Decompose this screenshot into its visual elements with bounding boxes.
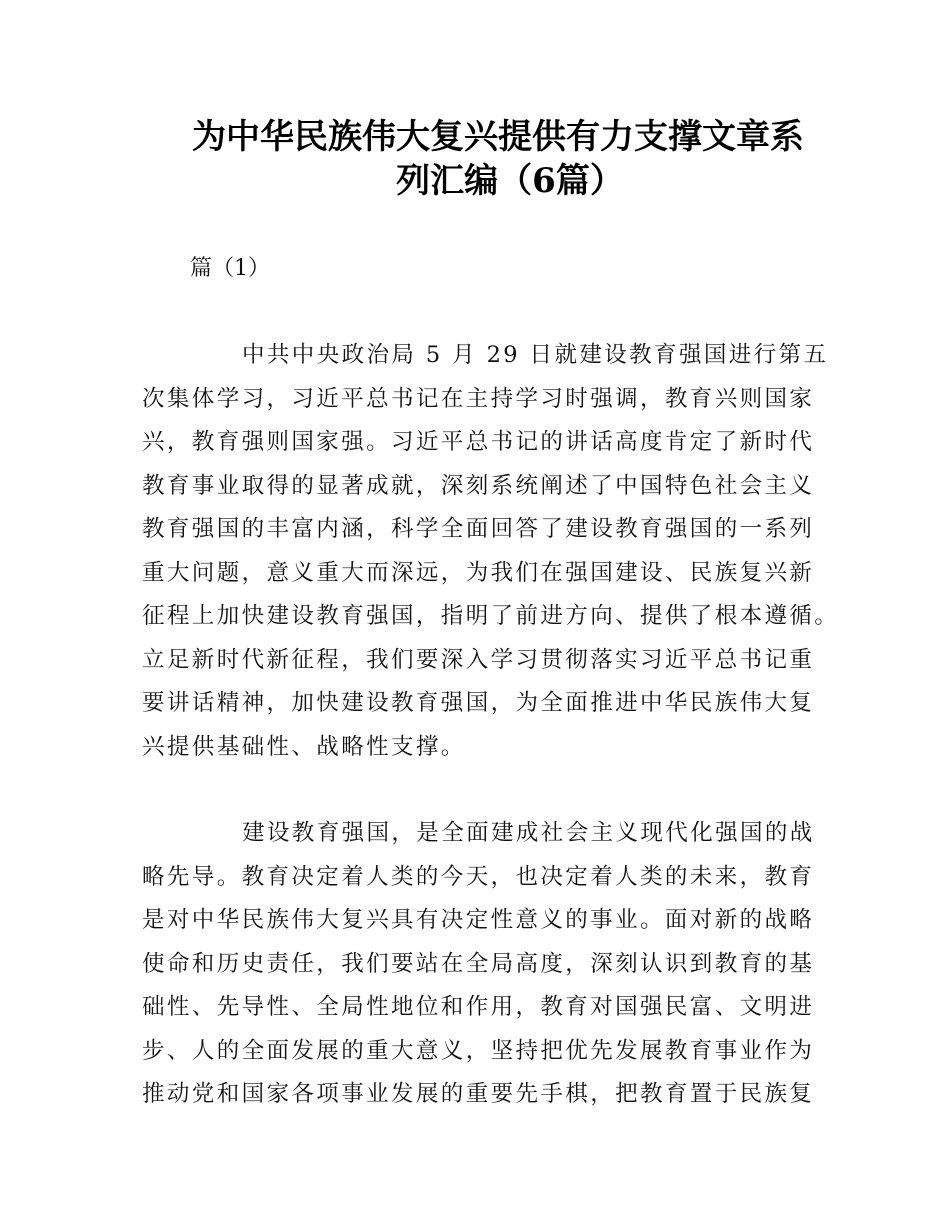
paragraph-line: 略先导。教育决定着人类的今天，也决定着人类的未来，教育 <box>142 863 815 890</box>
paragraph-line: 教育强国的丰富内涵，科学全面回答了建设教育强国的一系列 <box>142 516 815 542</box>
paragraph-line: 推动党和国家各项事业发展的重要先手棋，把教育置于民族复 <box>142 1081 815 1107</box>
paragraph-line: 立足新时代新征程，我们要深入学习贯彻落实习近平总书记重 <box>142 646 815 673</box>
paragraph-line: 教育事业取得的显著成就，深刻系统阐述了中国特色社会主义 <box>142 472 815 499</box>
paragraph-line: 重大问题，意义重大而深远，为我们在强国建设、民族复兴新 <box>142 559 815 586</box>
paragraph-line: 建设教育强国，是全面建成社会主义现代化强国的战 <box>242 820 815 846</box>
paragraph-line: 兴，教育强则国家强。习近平总书记的讲话高度肯定了新时代 <box>142 429 815 455</box>
document-title-line-2: 列汇编（6篇） <box>396 161 624 201</box>
paragraph-line: 使命和历史责任，我们要站在全局高度，深刻认识到教育的基 <box>142 950 815 977</box>
paragraph-line: 要讲话精神，加快建设教育强国，为全面推进中华民族伟大复 <box>142 690 815 716</box>
paragraph-line: 是对中华民族伟大复兴具有决定性意义的事业。面对新的战略 <box>142 907 815 933</box>
paragraph-line: 次集体学习，习近平总书记在主持学习时强调，教育兴则国家 <box>142 385 815 412</box>
paragraph-line: 础性、先导性、全局性地位和作用，教育对国强民富、文明进 <box>142 994 815 1020</box>
paragraph-1 <box>142 334 840 769</box>
paragraph-2 <box>142 812 822 1117</box>
paragraph-line: 兴提供基础性、战略性支撑。 <box>142 733 466 760</box>
paragraph-line: 征程上加快建设教育强国，指明了前进方向、提供了根本遵循。 <box>142 603 840 629</box>
section-label: 篇（1） <box>190 256 270 281</box>
paragraph-line: 中共中央政治局 5 月 29 日就建设教育强国进行第五 <box>242 342 829 368</box>
paragraph-line: 步、人的全面发展的重大意义，坚持把优先发展教育事业作为 <box>142 1037 815 1064</box>
document-title-line-1: 为中华民族伟大复兴提供有力支撑文章系 <box>192 117 804 157</box>
